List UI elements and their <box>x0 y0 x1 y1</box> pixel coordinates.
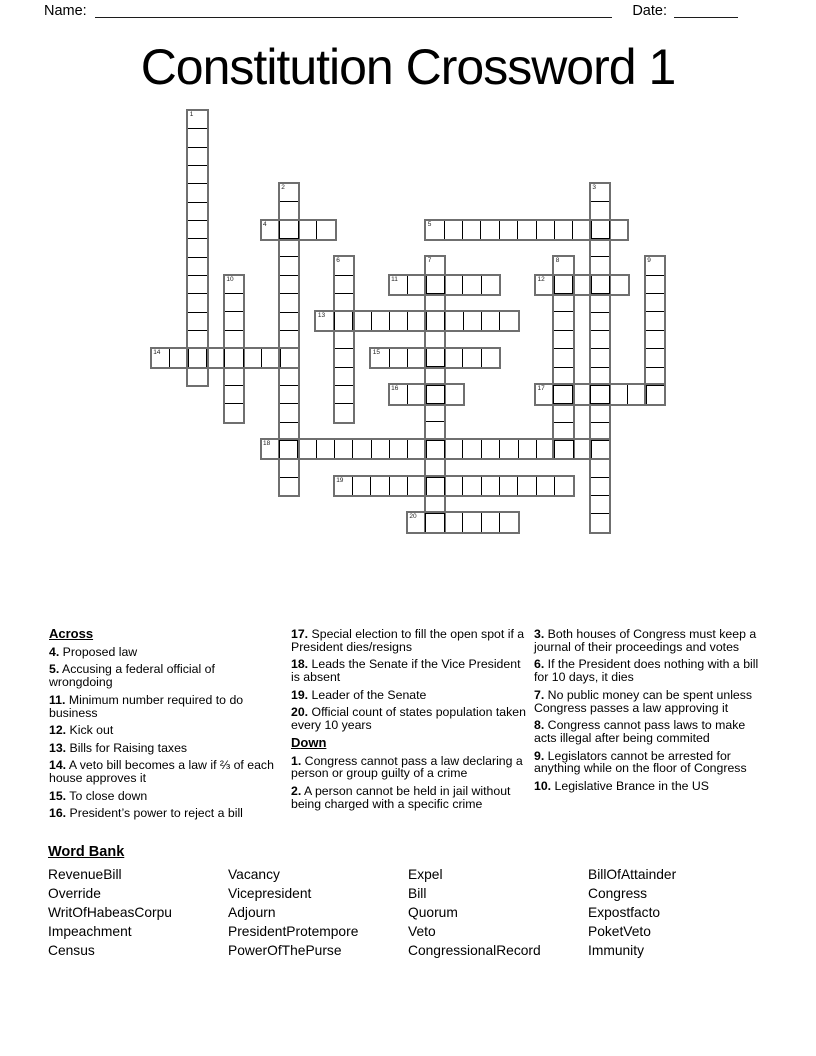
clue-number: 15. <box>49 788 67 803</box>
grid-cell[interactable] <box>646 385 664 403</box>
grid-cell[interactable] <box>591 201 609 219</box>
grid-cell[interactable] <box>335 275 353 293</box>
name-label: Name: <box>44 3 87 19</box>
clue <box>291 689 527 702</box>
word-bank-item: Expel <box>408 867 443 882</box>
grid-cell[interactable] <box>188 293 206 311</box>
grid-number-label: 14 <box>153 348 161 356</box>
word-bank-item: PowerOfThePurse <box>228 943 342 958</box>
grid-cell[interactable] <box>609 276 628 294</box>
grid-cell[interactable] <box>518 440 536 458</box>
word-bank-heading: Word Bank <box>48 844 125 860</box>
grid-cell[interactable] <box>609 385 627 403</box>
clue <box>49 759 277 785</box>
grid-cell[interactable] <box>297 440 315 458</box>
grid-cell[interactable] <box>425 513 443 531</box>
grid-cell[interactable] <box>334 312 352 330</box>
grid-cell[interactable] <box>481 477 499 495</box>
grid-number-label: 11 <box>391 275 398 283</box>
word-bank <box>48 844 778 960</box>
grid-cell[interactable] <box>481 349 499 367</box>
grid-cell[interactable] <box>280 477 298 495</box>
clue-text: No public money can be spent unless Congress passes a law approving it <box>534 687 753 715</box>
grid-cell[interactable] <box>407 477 425 495</box>
grid-cell[interactable] <box>481 276 499 294</box>
grid-number-label: 10 <box>226 275 234 283</box>
clue-column <box>49 628 277 825</box>
grid-cell[interactable] <box>499 440 517 458</box>
grid-cell[interactable] <box>591 276 610 294</box>
clue <box>291 706 527 732</box>
answer-19-across <box>333 475 575 497</box>
clue-column <box>291 628 527 815</box>
grid-cell[interactable] <box>609 221 627 239</box>
grid-cell[interactable] <box>334 440 352 458</box>
grid-cell[interactable] <box>188 128 206 146</box>
grid-cell[interactable] <box>646 275 664 293</box>
clue-text: Congress cannot pass a law declaring a person or group guilty of a crime <box>291 753 523 781</box>
word-bank-item: RevenueBill <box>48 867 122 882</box>
grid-cell[interactable] <box>462 513 480 531</box>
grid-cell[interactable] <box>444 385 463 403</box>
clue <box>534 628 768 654</box>
grid-cell[interactable] <box>261 349 279 367</box>
clue <box>534 719 768 745</box>
grid-cell[interactable] <box>280 385 298 403</box>
clue-text: A veto bill becomes a law if ⅔ of each house approves it <box>49 758 274 786</box>
grid-cell[interactable] <box>426 421 444 439</box>
grid-cell[interactable] <box>463 312 481 330</box>
clue-number: 13. <box>49 740 67 755</box>
grid-cell[interactable] <box>280 256 298 274</box>
grid-cell[interactable] <box>280 201 298 219</box>
word-bank-column <box>228 865 408 960</box>
grid-cell[interactable] <box>426 349 444 367</box>
grid-cell[interactable] <box>499 513 517 531</box>
grid-number-label: 12 <box>537 275 545 283</box>
clue-text: Congress cannot pass laws to make acts illegal after being commited <box>534 718 746 745</box>
grid-cell[interactable] <box>335 330 353 348</box>
grid-cell[interactable] <box>444 276 462 294</box>
grid-cell[interactable] <box>591 440 609 458</box>
grid-cell[interactable] <box>591 403 609 421</box>
word-bank-item: Immunity <box>588 943 644 958</box>
grid-number-label: 9 <box>647 257 651 265</box>
clue <box>49 694 277 720</box>
grid-cell[interactable] <box>627 385 645 403</box>
clue <box>49 790 277 803</box>
grid-cell[interactable] <box>280 403 298 421</box>
grid-cell[interactable] <box>444 349 462 367</box>
grid-cell[interactable] <box>352 477 370 495</box>
clue-text: If the President does nothing with a bill for 10 days, it dies <box>534 657 759 685</box>
grid-cell[interactable] <box>646 311 664 329</box>
grid-cell[interactable] <box>188 165 206 183</box>
grid-cell[interactable] <box>554 367 572 385</box>
clue-number: 10. <box>534 778 552 793</box>
grid-cell[interactable] <box>426 477 444 495</box>
across-heading: Across <box>49 626 94 641</box>
grid-cell[interactable] <box>444 513 462 531</box>
grid-cell[interactable] <box>462 221 480 239</box>
word-bank-column <box>588 865 768 960</box>
word-bank-item: Bill <box>408 886 427 901</box>
clue-text: Legislators cannot be arrested for anything while on the floor of Congress <box>534 748 747 776</box>
grid-cell[interactable] <box>426 403 444 421</box>
grid-cell[interactable] <box>188 238 206 256</box>
grid-cell[interactable] <box>188 367 206 385</box>
grid-cell[interactable] <box>389 477 407 495</box>
clue-number: 14. <box>49 758 67 773</box>
grid-number-label: 5 <box>427 220 432 228</box>
grid-cell[interactable] <box>298 221 317 239</box>
word-bank-item: Override <box>48 886 101 901</box>
grid-cell[interactable] <box>225 403 243 421</box>
down-heading: Down <box>291 734 327 750</box>
grid-cell[interactable] <box>280 330 298 348</box>
grid-cell[interactable] <box>591 458 609 476</box>
grid-cell[interactable] <box>553 385 571 403</box>
grid-cell[interactable] <box>462 276 480 294</box>
answer-11-across <box>388 274 502 296</box>
grid-cell[interactable] <box>371 440 389 458</box>
grid-cell[interactable] <box>554 311 572 329</box>
grid-cell[interactable] <box>480 221 498 239</box>
clue-number: 1. <box>291 753 302 768</box>
grid-number-label: 18 <box>263 440 271 448</box>
grid-cell[interactable] <box>554 403 572 421</box>
clue-number: 8. <box>534 718 545 733</box>
grid-cell[interactable] <box>573 440 591 458</box>
grid-cell[interactable] <box>426 276 444 294</box>
clue-number: 3. <box>534 627 545 641</box>
grid-cell[interactable] <box>188 312 206 330</box>
grid-cell[interactable] <box>517 221 535 239</box>
word-bank-item: Quorum <box>408 905 458 920</box>
grid-cell[interactable] <box>444 440 462 458</box>
word-bank-item: Impeachment <box>48 924 132 939</box>
grid-cell[interactable] <box>352 440 370 458</box>
grid-cell[interactable] <box>591 221 609 239</box>
clue-text: Both houses of Congress must keep a journal of their proceedings and votes <box>534 627 757 654</box>
grid-cell[interactable] <box>572 276 591 294</box>
grid-cell[interactable] <box>590 385 608 403</box>
grid-cell[interactable] <box>554 221 572 239</box>
grid-cell[interactable] <box>462 477 480 495</box>
word-bank-item: Vicepresident <box>228 886 312 901</box>
word-bank-item: Adjourn <box>228 905 276 920</box>
grid-cell[interactable] <box>591 293 609 311</box>
grid-cell[interactable] <box>572 221 590 239</box>
word-bank-item: PresidentProtempore <box>228 924 359 939</box>
clue-text: Official count of states population taken every 10 years <box>291 705 526 733</box>
grid-cell[interactable] <box>280 275 298 293</box>
grid-cell[interactable] <box>554 348 572 366</box>
grid-number-label: 15 <box>372 348 381 356</box>
clue-number: 19. <box>291 687 309 702</box>
grid-cell[interactable] <box>554 440 572 458</box>
grid-cell[interactable] <box>444 221 462 239</box>
clue <box>291 658 527 684</box>
grid-number-label: 7 <box>427 257 432 265</box>
clue-number: 11. <box>49 692 66 707</box>
grid-cell[interactable] <box>188 147 206 165</box>
grid-cell[interactable] <box>243 349 261 367</box>
word-bank-item: Census <box>48 943 95 958</box>
grid-cell[interactable] <box>646 330 664 348</box>
grid-cell[interactable] <box>444 477 462 495</box>
clue-number: 4. <box>49 644 60 659</box>
grid-cell[interactable] <box>188 183 206 201</box>
clue <box>534 780 768 793</box>
clue-text: President’s power to reject a bill <box>66 806 243 821</box>
clue-number: 12. <box>49 723 67 738</box>
grid-cell[interactable] <box>280 293 298 311</box>
grid-number-label: 1 <box>189 110 194 118</box>
clue-number: 9. <box>534 748 545 763</box>
word-bank-item: Vacancy <box>228 867 280 882</box>
word-bank-item: Veto <box>408 924 436 939</box>
grid-cell[interactable] <box>280 312 298 330</box>
grid-number-label: 19 <box>336 476 344 484</box>
clue-number: 5. <box>49 662 60 677</box>
grid-cell[interactable] <box>426 458 444 476</box>
grid-cell[interactable] <box>280 367 298 385</box>
clue-number: 2. <box>291 783 302 798</box>
grid-cell[interactable] <box>499 477 517 495</box>
grid-cell[interactable] <box>481 312 499 330</box>
grid-cell[interactable] <box>572 385 590 403</box>
clue-text: Special election to fill the open spot if a President dies/resigns <box>291 627 525 654</box>
answer-1-down <box>186 109 208 388</box>
clue <box>291 628 527 654</box>
grid-number-label: 8 <box>555 257 560 265</box>
grid-cell[interactable] <box>280 349 298 367</box>
grid-cell[interactable] <box>169 349 187 367</box>
word-bank-item: Congress <box>588 886 648 901</box>
clue-text: Accusing a federal official of wrongdoing <box>49 662 215 690</box>
grid-cell[interactable] <box>188 349 206 367</box>
grid-cell[interactable] <box>335 348 353 366</box>
grid-cell[interactable] <box>499 221 517 239</box>
clue <box>49 663 277 689</box>
clue <box>534 658 768 684</box>
grid-cell[interactable] <box>426 385 445 403</box>
grid-cell[interactable] <box>407 440 425 458</box>
clue-text: Minimum number required to do business <box>49 692 244 720</box>
clue-text: Proposed law <box>59 644 138 659</box>
grid-number-label: 20 <box>409 513 417 521</box>
clue-text: To close down <box>66 788 148 803</box>
grid-cell[interactable] <box>407 349 425 367</box>
answer-6-down <box>333 255 355 424</box>
word-bank-columns <box>48 865 778 960</box>
word-bank-item: Expostfacto <box>588 905 661 920</box>
grid-cell[interactable] <box>279 221 298 239</box>
grid-number-label: 16 <box>391 385 399 393</box>
grid-cell[interactable] <box>389 312 407 330</box>
answer-4-across <box>260 219 337 241</box>
answer-13-across <box>314 310 519 332</box>
grid-cell[interactable] <box>591 513 609 531</box>
answer-12-across <box>534 274 630 296</box>
date-label: Date: <box>632 3 667 19</box>
grid-cell[interactable] <box>591 348 609 366</box>
grid-cell[interactable] <box>536 477 554 495</box>
answer-20-across <box>406 511 520 533</box>
grid-cell[interactable] <box>335 403 353 421</box>
grid-cell[interactable] <box>591 477 609 495</box>
word-bank-item: PoketVeto <box>588 924 651 939</box>
grid-cell[interactable] <box>225 293 243 311</box>
grid-cell[interactable] <box>517 477 535 495</box>
grid-cell[interactable] <box>499 312 517 330</box>
grid-cell[interactable] <box>335 385 353 403</box>
grid-cell[interactable] <box>554 477 572 495</box>
clue-column <box>534 628 768 798</box>
grid-cell[interactable] <box>407 312 425 330</box>
clue-number: 16. <box>49 806 67 821</box>
clue <box>49 724 277 737</box>
clue <box>291 755 527 781</box>
grid-cell[interactable] <box>462 440 480 458</box>
grid-cell[interactable] <box>591 367 609 385</box>
grid-cell[interactable] <box>554 276 573 294</box>
grid-cell[interactable] <box>316 221 335 239</box>
answer-14-across <box>150 347 300 369</box>
clue-text: A person cannot be held in jail without being charged with a specific crime <box>291 783 511 811</box>
grid-cell[interactable] <box>188 220 206 238</box>
clue <box>534 689 768 715</box>
grid-cell[interactable] <box>591 312 609 330</box>
word-bank-column <box>48 865 228 960</box>
grid-cell[interactable] <box>225 311 243 329</box>
clue <box>534 750 768 776</box>
grid-cell[interactable] <box>335 293 353 311</box>
answer-16-across <box>388 383 465 405</box>
clue-number: 20. <box>291 705 309 720</box>
grid-cell[interactable] <box>335 367 353 385</box>
grid-cell[interactable] <box>188 275 206 293</box>
grid-cell[interactable] <box>389 440 407 458</box>
clue <box>49 742 277 755</box>
grid-number-label: 13 <box>317 312 326 320</box>
word-bank-item: CongressionalRecord <box>408 943 541 958</box>
answer-18-across <box>260 438 612 460</box>
clue-text: Bills for Raising taxes <box>66 740 188 755</box>
grid-cell[interactable] <box>426 440 444 458</box>
clue-number: 17. <box>291 627 309 641</box>
grid-cell[interactable] <box>224 349 242 367</box>
grid-cell[interactable] <box>591 330 609 348</box>
clue <box>291 785 527 811</box>
clue-text: Leads the Senate if the Vice President is absent <box>291 657 521 685</box>
clue-text: Legislative Brance in the US <box>551 778 710 793</box>
grid-cell[interactable] <box>225 330 243 348</box>
grid-cell[interactable] <box>371 312 389 330</box>
answer-5-across <box>424 219 629 241</box>
clue <box>49 646 277 659</box>
clue-text: Leader of the Senate <box>308 687 427 702</box>
grid-number-label: 4 <box>263 220 267 228</box>
answer-17-across <box>534 383 666 405</box>
grid-number-label: 17 <box>537 385 545 393</box>
grid-cell[interactable] <box>407 385 426 403</box>
grid-cell[interactable] <box>444 312 462 330</box>
page-title: Constitution Crossword 1 <box>140 39 676 95</box>
grid-cell[interactable] <box>536 440 554 458</box>
grid-cell[interactable] <box>206 349 224 367</box>
grid-number-label: 3 <box>592 184 597 191</box>
grid-cell[interactable] <box>389 349 407 367</box>
grid-number-label: 6 <box>336 257 340 265</box>
grid-cell[interactable] <box>280 458 298 476</box>
grid-cell[interactable] <box>407 276 425 294</box>
grid-cell[interactable] <box>188 257 206 275</box>
grid-cell[interactable] <box>188 202 206 220</box>
clue-text: Kick out <box>66 723 114 738</box>
grid-cell[interactable] <box>646 293 664 311</box>
grid-cell[interactable] <box>426 312 444 330</box>
grid-cell[interactable] <box>316 440 334 458</box>
grid-number-label: 2 <box>281 184 285 191</box>
grid-cell[interactable] <box>554 330 572 348</box>
grid-cell[interactable] <box>646 348 664 366</box>
clue <box>49 807 277 820</box>
grid-cell[interactable] <box>591 256 609 274</box>
grid-cell[interactable] <box>225 385 243 403</box>
word-bank-item: WritOfHabeasCorpu <box>48 905 172 920</box>
clue-number: 18. <box>291 657 309 672</box>
grid-cell[interactable] <box>481 513 499 531</box>
grid-cell[interactable] <box>225 367 243 385</box>
grid-cell[interactable] <box>591 495 609 513</box>
clue-number: 6. <box>534 657 545 672</box>
grid-cell[interactable] <box>462 349 480 367</box>
grid-cell[interactable] <box>536 221 554 239</box>
word-bank-item: BillOfAttainder <box>588 867 677 882</box>
grid-cell[interactable] <box>279 440 297 458</box>
grid-cell[interactable] <box>352 312 370 330</box>
clue-number: 7. <box>534 687 545 702</box>
grid-cell[interactable] <box>481 440 499 458</box>
answer-15-across <box>369 347 501 369</box>
grid-cell[interactable] <box>426 366 444 384</box>
word-bank-column <box>408 865 588 960</box>
grid-cell[interactable] <box>370 477 388 495</box>
